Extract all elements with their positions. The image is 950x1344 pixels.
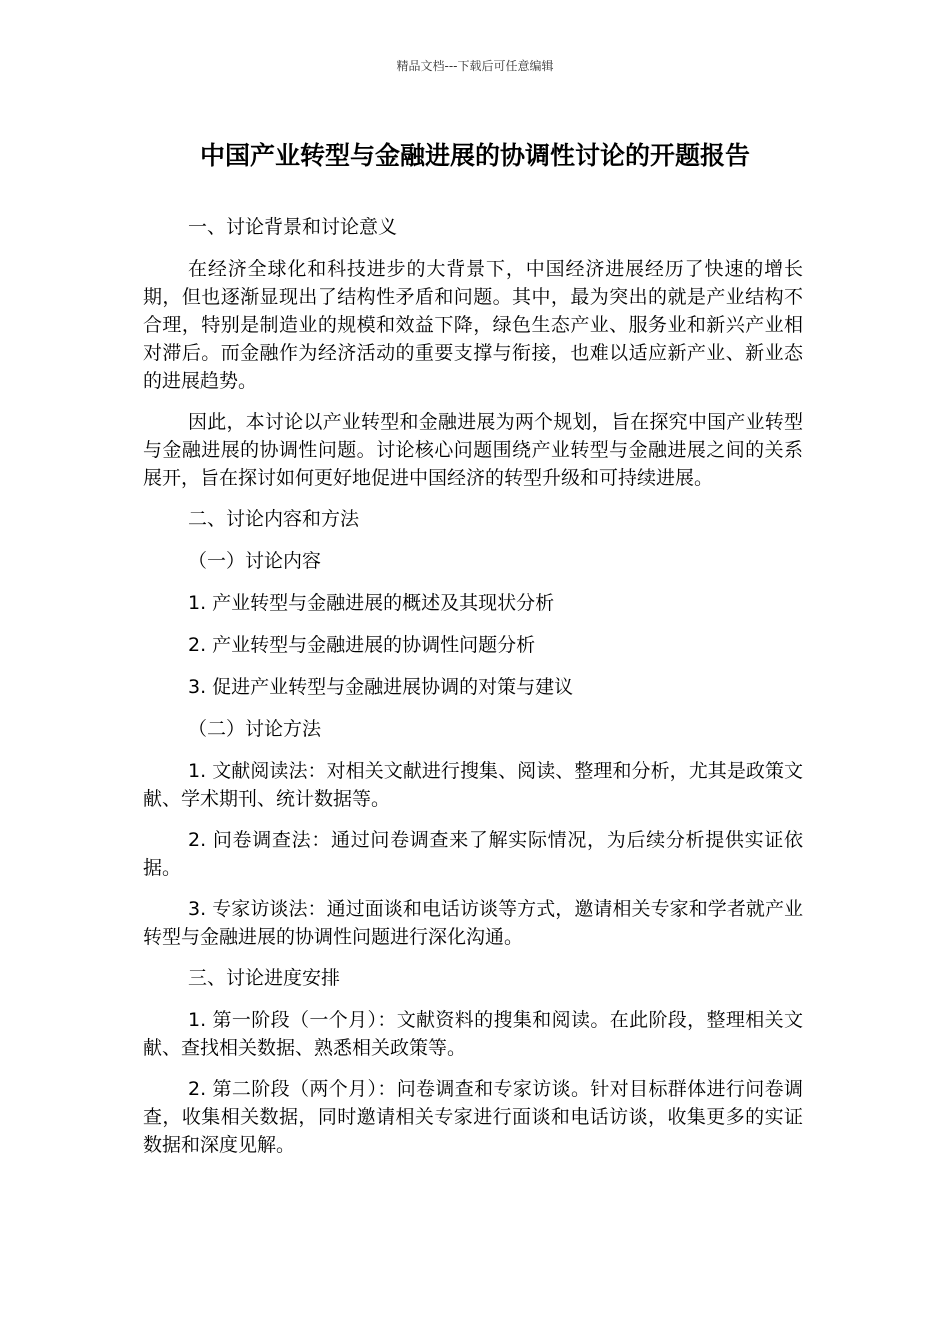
document-body: [143, 213, 803, 1172]
content-item-2: 2. 产业转型与金融进展的协调性问题分析: [188, 634, 536, 656]
content-item-1: 1. 产业转型与金融进展的概述及其现状分析: [188, 592, 555, 614]
method-item-3: 3. 专家访谈法：通过面谈和电话访谈等方式，邀请相关专家和学者就产业转型与金融进展的协调性问题进行深化沟通。: [143, 898, 803, 948]
content-item-3: 3. 促进产业转型与金融进展协调的对策与建议: [188, 676, 574, 698]
method-item-2: 2. 问卷调查法：通过问卷调查来了解实际情况，为后续分析提供实证依据。: [143, 829, 803, 879]
method-item-1: 1. 文献阅读法：对相关文献进行搜集、阅读、整理和分析，尤其是政策文献、学术期刊、统计数据等。: [143, 760, 803, 810]
paragraph-background-2: 因此，本讨论以产业转型和金融进展为两个规划，旨在探究中国产业转型与金融进展的协调性问题。讨论核心问题围绕产业转型与金融进展之间的关系展开，旨在探讨如何更好地促进中国经济的转型升级和可持续进展。: [143, 411, 803, 489]
section-heading-content-method: 二、讨论内容和方法: [188, 508, 360, 530]
schedule-stage-1: 1. 第一阶段（一个月）：文献资料的搜集和阅读。在此阶段，整理相关文献、查找相关数据、熟悉相关政策等。: [143, 1009, 803, 1059]
document-title: 中国产业转型与金融进展的协调性讨论的开题报告: [199, 141, 750, 170]
subsection-heading-method: （二）讨论方法: [188, 718, 322, 740]
section-heading-background: 一、讨论背景和讨论意义: [188, 216, 398, 238]
section-heading-schedule: 三、讨论进度安排: [188, 967, 341, 989]
subsection-heading-content: （一）讨论内容: [188, 550, 322, 572]
paragraph-background-1: 在经济全球化和科技进步的大背景下，中国经济进展经历了快速的增长期，但也逐渐显现出了结构性矛盾和问题。其中，最为突出的就是产业结构不合理，特别是制造业的规模和效益下降，绿色生态产业、服务业和新兴产业相对滞后。而金融作为经济活动的重要支撑与衔接，也难以适应新产业、新业态的进展趋势。: [143, 258, 803, 392]
schedule-stage-2: 2. 第二阶段（两个月）：问卷调查和专家访谈。针对目标群体进行问卷调查，收集相关数据，同时邀请相关专家进行面谈和电话访谈，收集更多的实证数据和深度见解。: [143, 1078, 803, 1156]
header-note: 精品文档---下载后可任意编辑: [396, 59, 554, 73]
